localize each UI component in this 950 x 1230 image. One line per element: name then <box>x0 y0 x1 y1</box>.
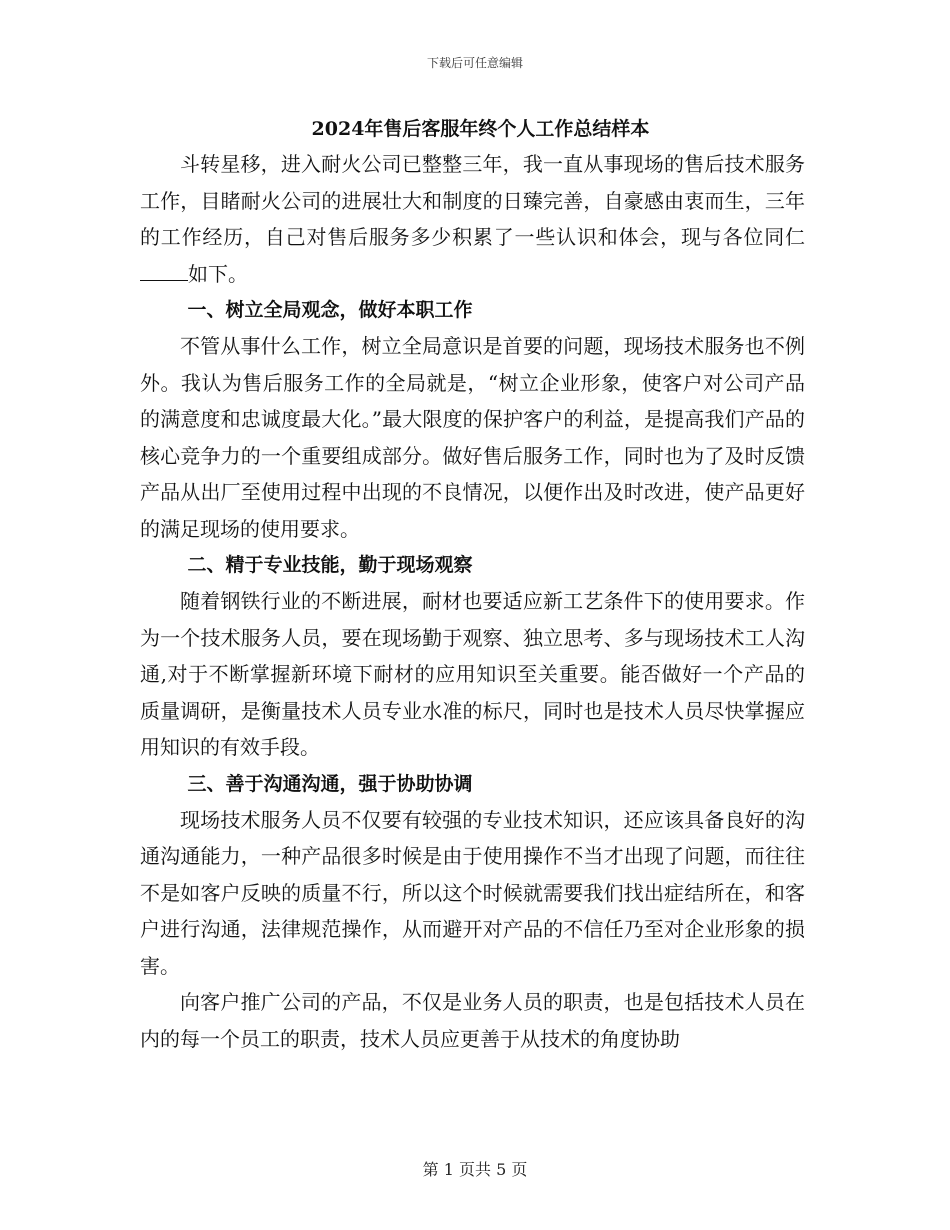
document-body <box>140 112 805 1057</box>
section-3-paragraph-1: 现场技术服务人员不仅要有较强的专业技术知识，还应该具备良好的沟通沟通能力，一种产品很多时候是由于使用操作不当才出现了问题，而往往不是如客户反映的质量不行，所以这个时候就需要我们找出症结所在，和客户进行沟通，法律规范操作，从而避开对产品的不信任乃至对企业形象的损害。 <box>140 807 805 978</box>
section-3-paragraph-2: 向客户推广公司的产品，不仅是业务人员的职责，也是包括技术人员在内的每一个员工的职责，技术人员应更善于从技术的角度协助 <box>140 990 805 1051</box>
intro-text-end: 如下。 <box>188 261 248 286</box>
intro-paragraph <box>140 146 805 292</box>
section-1-paragraph-1: 不管从事什么工作，树立全局意识是首要的问题，现场技术服务也不例外。我认为售后服务工作的全局就是，“树立企业形象，使客户对公司产品的满意度和忠诚度最大化。”最大限度的保护客户的利益，是提高我们产品的核心竞争力的一个重要组成部分。做好售后服务工作，同时也为了及时反馈产品从出厂至使用过程中出现的不良情况，以便作出及时改进，使产品更好的满足现场的使用要求。 <box>140 334 805 541</box>
section-heading-1: 一、树立全局观念，做好本职工作 <box>187 299 473 321</box>
page-footer: 第 1 页共 5 页 <box>422 1160 528 1179</box>
section-heading-2: 二、精于专业技能，勤于现场观察 <box>187 554 473 576</box>
fill-blank <box>140 262 188 281</box>
header-note: 下载后可任意编辑 <box>426 56 523 70</box>
document-title: 2024年售后客服年终个人工作总结样本 <box>311 118 650 140</box>
section-2-paragraph-1: 随着钢铁行业的不断进展，耐材也要适应新工艺条件下的使用要求。作为一个技术服务人员，要在现场勤于观察、独立思考、多与现场技术工人沟通,对于不断掌握新环境下耐材的应用知识至关重要。能否做好一个产品的质量调研，是衡量技术人员专业水准的标尺，同时也是技术人员尽快掌握应用知识的有效手段。 <box>140 589 805 759</box>
section-heading-3: 三、善于沟通沟通，强于协助协调 <box>187 772 473 795</box>
intro-text: 斗转星移，进入耐火公司已整整三年，我一直从事现场的售后技术服务工作，目睹耐火公司的进展壮大和制度的日臻完善，自豪感由衷而生，三年的工作经历，自己对售后服务多少积累了一些认识和体会，现与各位同仁 <box>140 152 805 249</box>
